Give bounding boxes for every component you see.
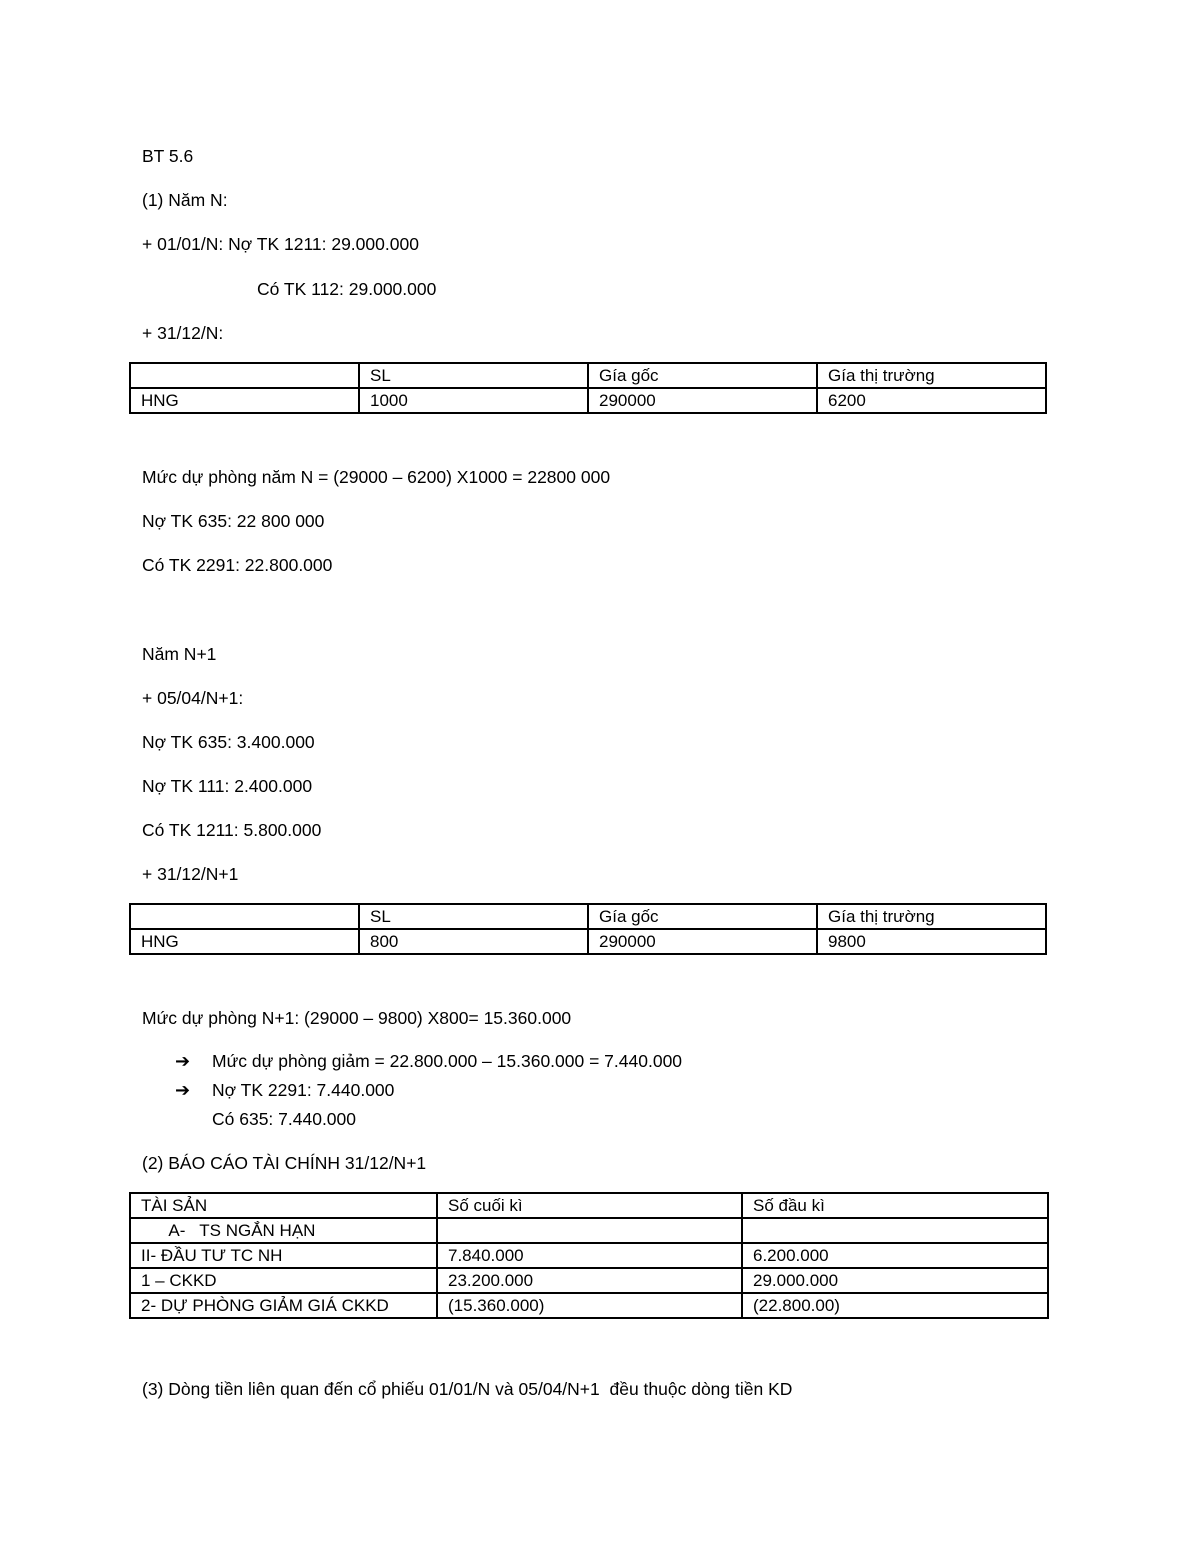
provision-formula: Mức dự phòng N+1: (29000 – 9800) X800= 15.360.000: [142, 1008, 572, 1028]
title: BT 5.6: [142, 146, 194, 166]
table-row: [130, 1243, 1048, 1268]
table-cell: 1 – CKKD: [130, 1268, 437, 1293]
table-cell: HNG: [130, 929, 359, 954]
entry-debit: + 01/01/N: Nợ TK 1211: 29.000.000: [142, 234, 419, 254]
table-cell: [437, 1218, 742, 1243]
date-line: + 05/04/N+1:: [142, 688, 244, 708]
bullet-text: Nợ TK 2291: 7.440.000: [212, 1080, 395, 1100]
date-line: + 31/12/N+1: [142, 864, 239, 884]
table-header-row: [130, 1193, 1048, 1218]
table-cell: SL: [359, 904, 588, 929]
arrow-bullet-icon: ➔: [175, 1051, 191, 1071]
provision-formula: Mức dự phòng năm N = (29000 – 6200) X1000 = 22800 000: [142, 467, 611, 487]
table-cell: A- TS NGẮN HẠN: [130, 1218, 437, 1243]
table-cell: TÀI SẢN: [130, 1193, 437, 1218]
table-cell: 9800: [817, 929, 1046, 954]
date-line: + 31/12/N:: [142, 323, 224, 343]
entry-credit: Có TK 1211: 5.800.000: [142, 820, 322, 840]
table-cell: Gía gốc: [588, 904, 817, 929]
table-row: [130, 1218, 1048, 1243]
year-heading: Năm N+1: [142, 644, 217, 664]
table-cell: Số đầu kì: [742, 1193, 1048, 1218]
entry-debit: Nợ TK 111: 2.400.000: [142, 776, 313, 796]
table-cell: 6200: [817, 388, 1046, 413]
balance-sheet-table: [129, 1192, 1049, 1319]
table-header-row: [130, 363, 1046, 388]
part3-text: (3) Dòng tiền liên quan đến cổ phiếu 01/01/N và 05/04/N+1 đều thuộc dòng tiền KD: [142, 1379, 793, 1399]
bullet-text: Có 635: 7.440.000: [212, 1109, 357, 1129]
bullet-text: Mức dự phòng giảm = 22.800.000 – 15.360.000 = 7.440.000: [212, 1051, 683, 1071]
table-cell: [130, 363, 359, 388]
table-cell: 2- DỰ PHÒNG GIẢM GIÁ CKKD: [130, 1293, 437, 1318]
table-cell: Số cuối kì: [437, 1193, 742, 1218]
arrow-bullet-icon: ➔: [175, 1080, 191, 1100]
provision-credit: Có TK 2291: 22.800.000: [142, 555, 333, 575]
table-cell: (15.360.000): [437, 1293, 742, 1318]
table-cell: 6.200.000: [742, 1243, 1048, 1268]
entry-debit: Nợ TK 635: 3.400.000: [142, 732, 315, 752]
table-cell: 7.840.000: [437, 1243, 742, 1268]
table-cell: (22.800.00): [742, 1293, 1048, 1318]
table-cell: Gía gốc: [588, 363, 817, 388]
table-row: [130, 1268, 1048, 1293]
table-cell: 23.200.000: [437, 1268, 742, 1293]
table-header-row: [130, 904, 1046, 929]
table-cell: [742, 1218, 1048, 1243]
table-cell: SL: [359, 363, 588, 388]
table-cell: 800: [359, 929, 588, 954]
table-cell: 29.000.000: [742, 1268, 1048, 1293]
entry-credit: Có TK 112: 29.000.000: [257, 279, 437, 299]
table-row: [130, 929, 1046, 954]
part1-heading: (1) Năm N:: [142, 190, 228, 210]
table-cell: HNG: [130, 388, 359, 413]
table-cell: Gía thị trường: [817, 363, 1046, 388]
table-row: [130, 388, 1046, 413]
price-table-year-n: [129, 362, 1047, 414]
table-cell: [130, 904, 359, 929]
provision-debit: Nợ TK 635: 22 800 000: [142, 511, 325, 531]
price-table-year-n1: [129, 903, 1047, 955]
table-cell: 290000: [588, 388, 817, 413]
table-cell: II- ĐẦU TƯ TC NH: [130, 1243, 437, 1268]
part2-heading: (2) BÁO CÁO TÀI CHÍNH 31/12/N+1: [142, 1153, 427, 1173]
table-cell: Gía thị trường: [817, 904, 1046, 929]
table-cell: 1000: [359, 388, 588, 413]
table-cell: 290000: [588, 929, 817, 954]
table-row: [130, 1293, 1048, 1318]
